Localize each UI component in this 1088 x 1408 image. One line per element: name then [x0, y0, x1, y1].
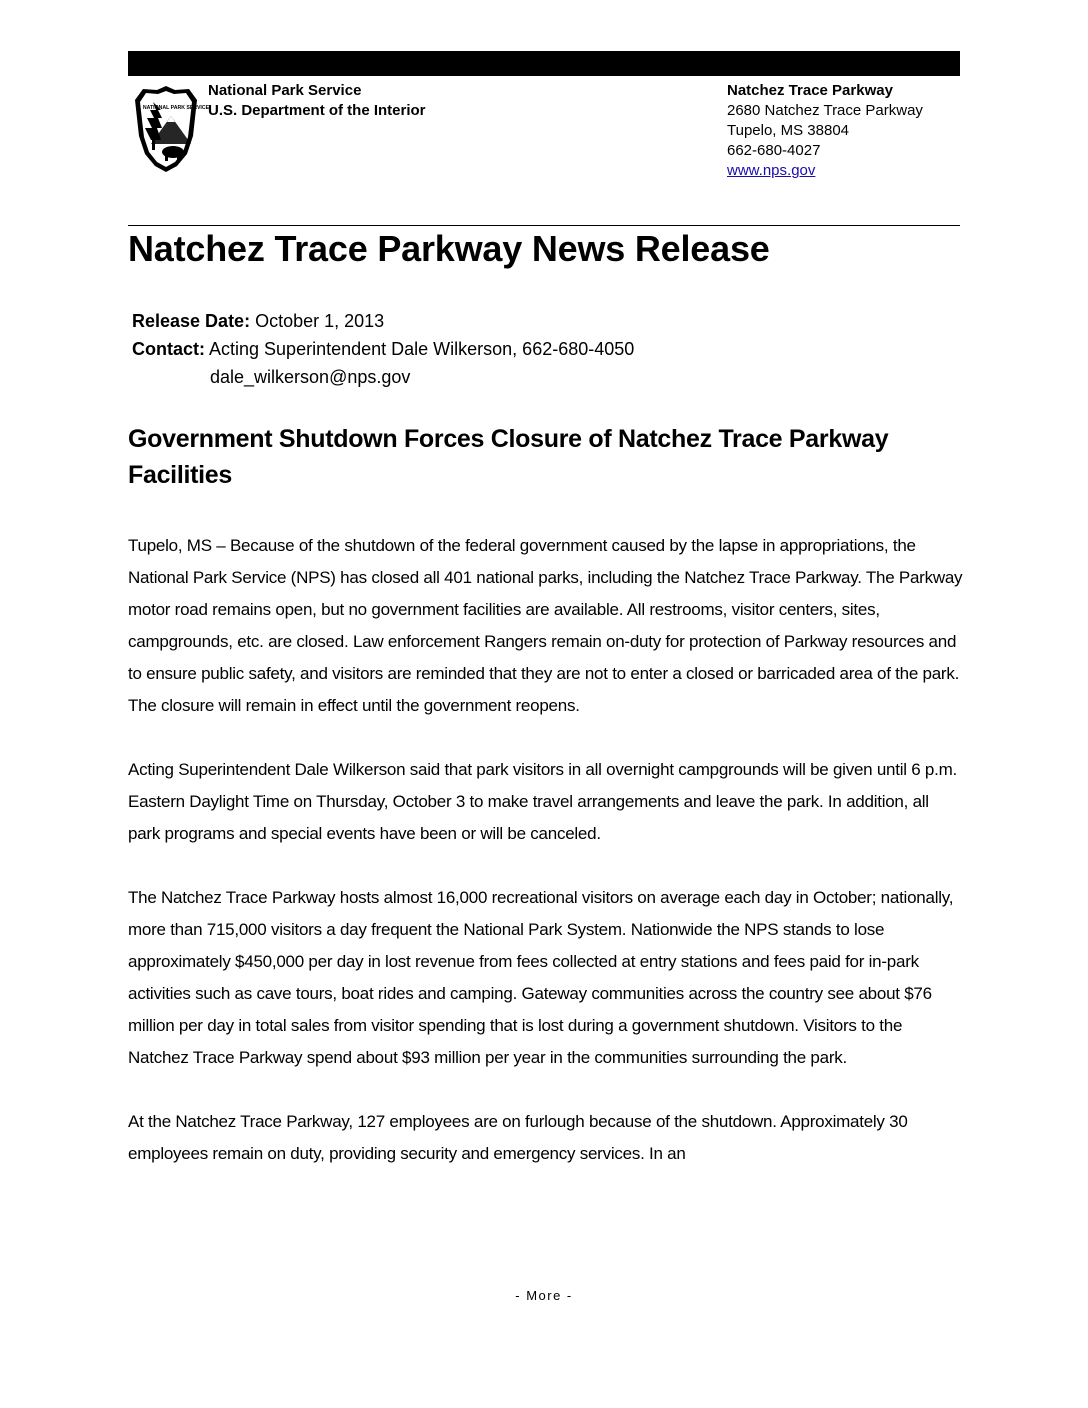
- header-bar: [128, 51, 960, 76]
- address-line-2: Tupelo, MS 38804: [727, 122, 850, 139]
- paragraph: The Natchez Trace Parkway hosts almost 16,000 recreational visitors on average each day in October; nationally, more than 715,000 visitors a day frequent the National Park System. Nationwide the NPS stands to lose approximately $450,000 per day in lost revenue from fees collected at entry stations and fees paid for in-park activities such as cave tours, boat rides and camping. Gateway communities across the country see about $76 million per day in total sales from visitor spending that is lost during a government shutdown. Visitors to the Natchez Trace Parkway spend about $93 million per year in the communities surrounding the park.: [128, 888, 954, 1067]
- release-meta: [132, 307, 634, 391]
- contact-info: Acting Superintendent Dale Wilkerson, 662-680-4050: [209, 339, 635, 359]
- release-date-label: Release Date:: [132, 311, 251, 331]
- park-name: Natchez Trace Parkway: [727, 82, 893, 99]
- logo-text: NATIONAL PARK SERVICE: [142, 105, 210, 111]
- paragraph: Tupelo, MS – Because of the shutdown of the federal government caused by the lapse in appropriations, the National Park Service (NPS) has closed all 401 national parks, including the Natchez Trace Parkway. The Parkway motor road remains open, but no government facilities are available. All restrooms, visitor centers, sites, campgrounds, etc. are closed. Law enforcement Rangers remain on-duty for protection of Parkway resources and to ensure public safety, and visitors are reminded that they are not to enter a closed or barricaded area of the park. The closure will remain in effect until the government reopens.: [128, 536, 963, 715]
- department-name: U.S. Department of the Interior: [208, 102, 426, 119]
- paragraph: At the Natchez Trace Parkway, 127 employees are on furlough because of the shutdown. Approximately 30 employees remain on duty, providing security and emergency services. In an: [128, 1112, 908, 1163]
- agency-block: [208, 81, 426, 121]
- headline: Government Shutdown Forces Closure of Natchez Trace Parkway Facilities: [128, 425, 889, 489]
- contact-email: dale_wilkerson@nps.gov: [210, 367, 411, 387]
- website-link[interactable]: www.nps.gov: [727, 162, 816, 179]
- release-date: October 1, 2013: [255, 311, 385, 331]
- article-body: [128, 530, 963, 1202]
- contact-label: Contact:: [132, 339, 205, 359]
- more-footer: - More -: [515, 1288, 573, 1303]
- phone-number: 662-680-4027: [727, 142, 821, 159]
- park-address-block: [727, 81, 923, 181]
- paragraph: Acting Superintendent Dale Wilkerson said that park visitors in all overnight campgrounds will be given until 6 p.m. Eastern Daylight Time on Thursday, October 3 to make travel arrangements and leave the park. In addition, all park programs and special events have been or will be canceled.: [128, 760, 957, 843]
- agency-name: National Park Service: [208, 82, 362, 99]
- page-title: Natchez Trace Parkway News Release: [128, 228, 770, 269]
- address-line-1: 2680 Natchez Trace Parkway: [727, 102, 923, 119]
- nps-arrowhead-icon: [131, 84, 210, 174]
